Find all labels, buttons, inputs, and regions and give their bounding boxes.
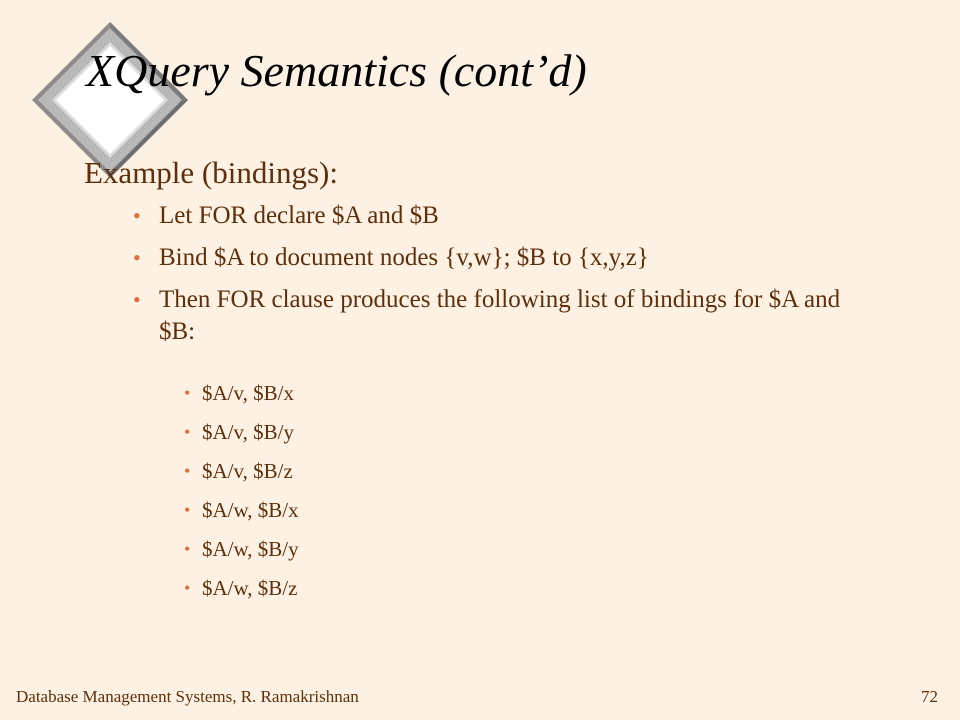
sub-bullet-item: [184, 419, 299, 445]
bullet-item: [133, 284, 873, 348]
slide-title: XQuery Semantics (cont’d): [86, 45, 587, 96]
bullet-text: Bind $A to document nodes {v,w}; $B to {x,y,z}: [159, 244, 649, 271]
sub-bullet-icon: •: [184, 383, 191, 403]
sub-bullet-text: $A/v, $B/y: [202, 420, 294, 444]
sub-bullet-item: [184, 497, 299, 523]
sub-bullet-icon: •: [184, 422, 191, 442]
bullet-text: Then FOR clause produces the following list of bindings for $A and $B:: [159, 286, 841, 345]
bullet-text: Let FOR declare $A and $B: [159, 202, 439, 229]
sub-bullet-item: [184, 458, 299, 484]
sub-bullet-item: [184, 380, 299, 406]
page-number: 72: [921, 687, 938, 706]
bullet-item: [133, 242, 873, 274]
sub-bullet-text: $A/v, $B/z: [202, 459, 293, 483]
sub-bullet-icon: •: [184, 500, 191, 520]
bullet-icon: •: [133, 203, 141, 228]
sub-bullet-icon: •: [184, 539, 191, 559]
section-heading: Example (bindings):: [84, 155, 338, 190]
sub-bullet-text: $A/w, $B/y: [202, 537, 299, 561]
sub-bullet-icon: •: [184, 461, 191, 481]
footer-credit: Database Management Systems, R. Ramakrishnan: [16, 687, 359, 706]
sub-bullet-list: [184, 380, 299, 614]
sub-bullet-item: [184, 575, 299, 601]
bullet-icon: •: [133, 287, 141, 312]
sub-bullet-text: $A/w, $B/z: [202, 576, 298, 600]
bullet-icon: •: [133, 245, 141, 270]
bullet-list: [133, 200, 873, 358]
sub-bullet-icon: •: [184, 578, 191, 598]
sub-bullet-item: [184, 536, 299, 562]
sub-bullet-text: $A/v, $B/x: [202, 381, 294, 405]
bullet-item: [133, 200, 873, 232]
sub-bullet-text: $A/w, $B/x: [202, 498, 299, 522]
